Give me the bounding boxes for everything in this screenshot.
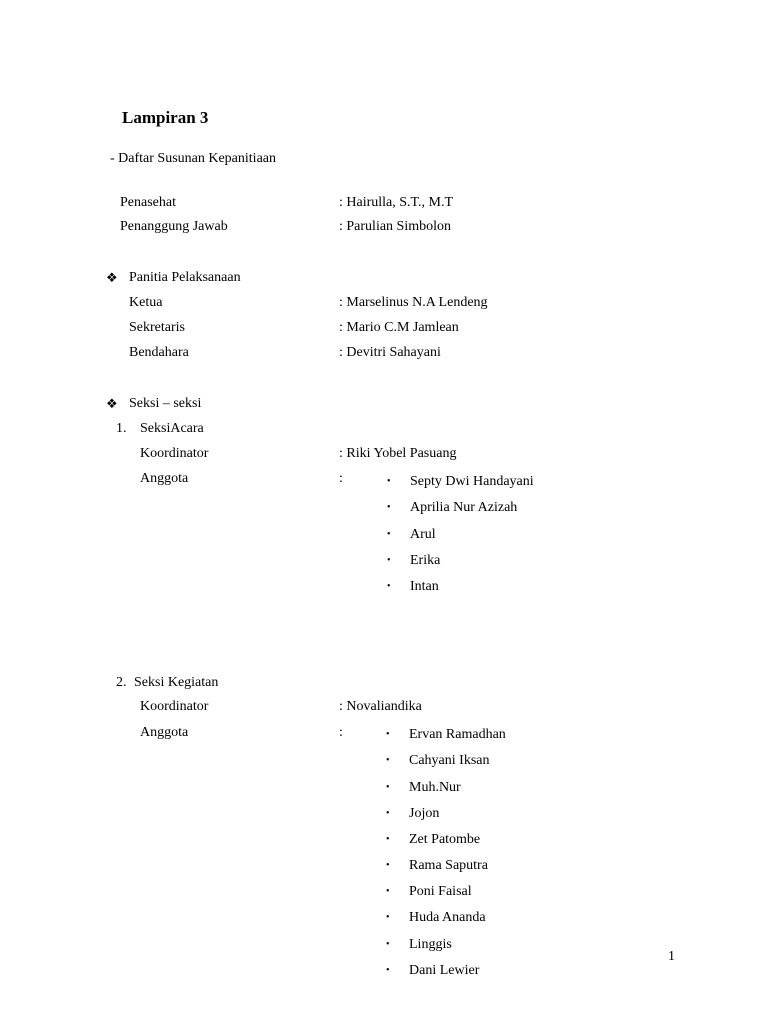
bullet-icon: • (386, 912, 390, 923)
section-number: 1. (116, 421, 127, 436)
member-name: Septy Dwi Handayani (410, 474, 534, 489)
diamond-bullet-icon: ❖ (106, 396, 118, 411)
member-name: Rama Saputra (409, 858, 488, 873)
role-label-penanggung-jawab: Penanggung Jawab (120, 219, 228, 234)
member-name: Zet Patombe (409, 832, 481, 847)
member-colon: : (339, 471, 343, 486)
coordinator-value: : Novaliandika (339, 699, 422, 714)
bullet-icon: • (386, 808, 390, 819)
document-subtitle: - Daftar Susunan Kepanitiaan (110, 151, 276, 166)
member-name: Cahyani Iksan (409, 753, 490, 768)
role-value-sekretaris: : Mario C.M Jamlean (339, 320, 459, 335)
member-name: Erika (410, 553, 441, 568)
member-name: Linggis (409, 937, 452, 952)
bullet-icon: • (386, 729, 390, 740)
section-number: 2. (116, 675, 127, 690)
bullet-icon: • (386, 834, 390, 845)
bullet-icon: • (387, 581, 391, 592)
panitia-heading: Panitia Pelaksanaan (129, 270, 241, 285)
bullet-icon: • (386, 965, 390, 976)
bullet-icon: • (386, 939, 390, 950)
role-label-penasehat: Penasehat (120, 195, 176, 210)
member-name: Dani Lewier (409, 963, 480, 978)
coordinator-value: : Riki Yobel Pasuang (339, 446, 457, 461)
member-label: Anggota (140, 471, 189, 486)
member-name: Jojon (409, 806, 440, 821)
bullet-icon: • (387, 529, 391, 540)
role-label-sekretaris: Sekretaris (129, 320, 185, 335)
member-name: Intan (410, 579, 439, 594)
member-name: Arul (410, 527, 436, 542)
role-label-ketua: Ketua (129, 295, 163, 310)
section-name: Seksi Kegiatan (134, 675, 219, 690)
bullet-icon: • (386, 755, 390, 766)
section-name: SeksiAcara (140, 421, 204, 436)
bullet-icon: • (386, 782, 390, 793)
role-label-bendahara: Bendahara (129, 345, 189, 360)
role-value-penasehat: : Hairulla, S.T., M.T (339, 195, 454, 210)
bullet-icon: • (387, 476, 391, 487)
member-colon: : (339, 725, 343, 740)
member-label: Anggota (140, 725, 189, 740)
bullet-icon: • (386, 860, 390, 871)
seksi-heading: Seksi – seksi (129, 396, 202, 411)
coordinator-label: Koordinator (140, 446, 209, 461)
member-name: Huda Ananda (409, 910, 486, 925)
diamond-bullet-icon: ❖ (106, 270, 118, 285)
bullet-icon: • (387, 555, 391, 566)
role-value-penanggung-jawab: : Parulian Simbolon (339, 219, 451, 234)
role-value-bendahara: : Devitri Sahayani (339, 345, 441, 360)
document-title: Lampiran 3 (122, 108, 209, 127)
member-name: Ervan Ramadhan (409, 727, 506, 742)
role-value-ketua: : Marselinus N.A Lendeng (339, 295, 488, 310)
page-number: 1 (668, 949, 675, 964)
member-name: Muh.Nur (409, 780, 461, 795)
member-name: Aprilia Nur Azizah (410, 500, 518, 515)
coordinator-label: Koordinator (140, 699, 209, 714)
member-name: Poni Faisal (409, 884, 472, 899)
bullet-icon: • (387, 502, 391, 513)
bullet-icon: • (386, 886, 390, 897)
